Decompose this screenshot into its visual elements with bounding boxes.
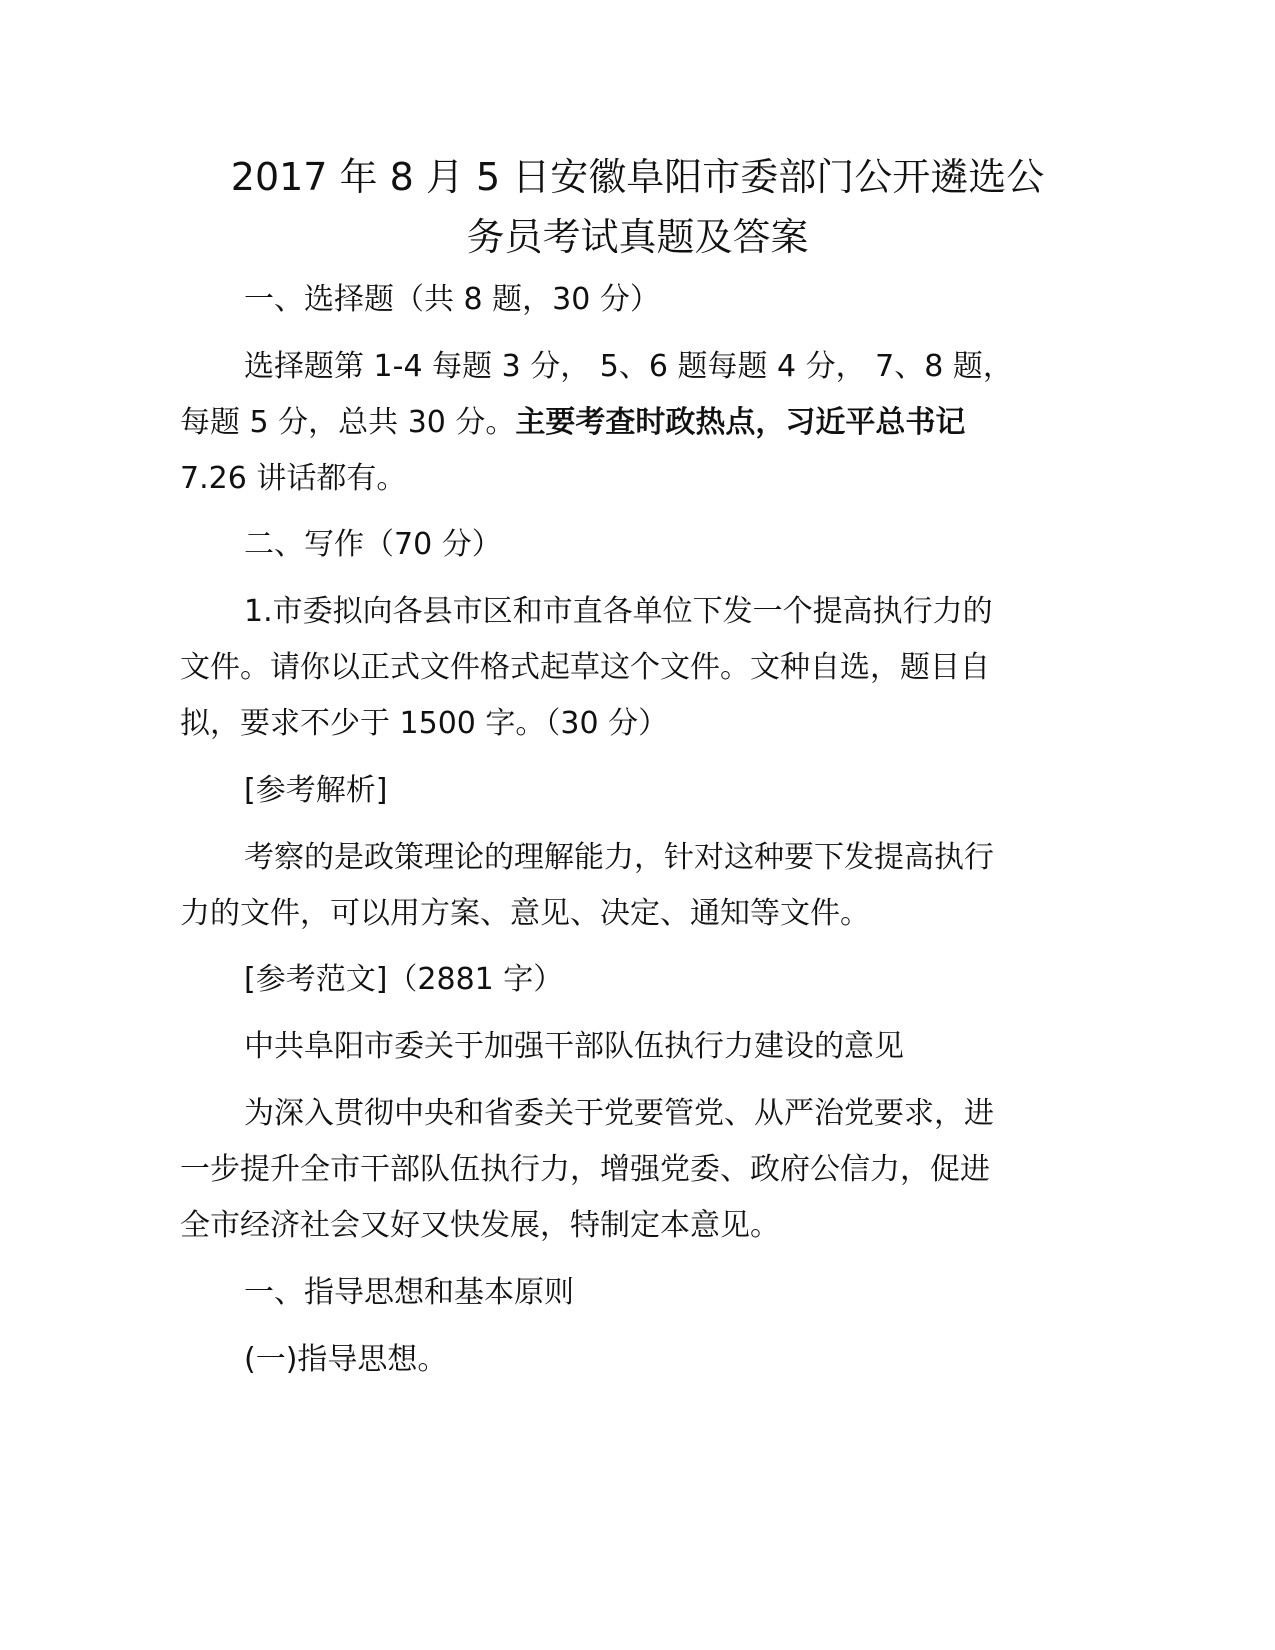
section1-body-line-1: 选择题第 1-4 每题 3 分， 5、6 题每题 4 分， 7、8 题， xyxy=(244,349,1013,384)
section1-body-line-2-b: 主要考查时政热点，习近平总书记 xyxy=(515,405,966,440)
reference-essay-label: [参考范文]（2881 字） xyxy=(244,962,564,997)
essay-section-1-heading: 一、指导思想和基本原则 xyxy=(244,1275,574,1310)
analysis-line-1: 考察的是政策理论的理解能力，针对这种要下发提高执行 xyxy=(244,840,994,875)
essay-intro-line-3: 全市经济社会又好又快发展，特制定本意见。 xyxy=(180,1208,780,1243)
analysis-line-2: 力的文件，可以用方案、意见、决定、通知等文件。 xyxy=(180,896,870,931)
essay-title: 中共阜阳市委关于加强干部队伍执行力建设的意见 xyxy=(244,1029,904,1064)
essay-subsection-1-heading: (一)指导思想。 xyxy=(244,1342,448,1377)
section1-heading: 一、选择题（共 8 题，30 分） xyxy=(244,282,660,317)
section2-heading: 二、写作（70 分） xyxy=(244,527,502,562)
section1-body-line-2 xyxy=(180,394,1095,451)
question1-line-3: 拟，要求不少于 1500 字。（30 分） xyxy=(180,706,669,741)
question1-line-1: 1.市委拟向各县市区和市直各单位下发一个提高执行力的 xyxy=(244,594,993,629)
title-line-2: 务员考试真题及答案 xyxy=(466,215,809,259)
reference-analysis-label: [参考解析] xyxy=(244,773,388,808)
question1-line-2: 文件。请你以正式文件格式起草这个文件。文种自选，题目自 xyxy=(180,650,990,685)
section1-body-line-2-a: 每题 5 分，总共 30 分。 xyxy=(180,405,516,440)
document-title xyxy=(180,147,1095,267)
essay-intro-line-2: 一步提升全市干部队伍执行力，增强党委、政府公信力，促进 xyxy=(180,1152,990,1187)
title-line-1: 2017 年 8 月 5 日安徽阜阳市委部门公开遴选公 xyxy=(230,155,1045,199)
section1-body-line-3: 7.26 讲话都有。 xyxy=(180,461,407,496)
essay-intro-line-1: 为深入贯彻中央和省委关于党要管党、从严治党要求，进 xyxy=(244,1096,994,1131)
